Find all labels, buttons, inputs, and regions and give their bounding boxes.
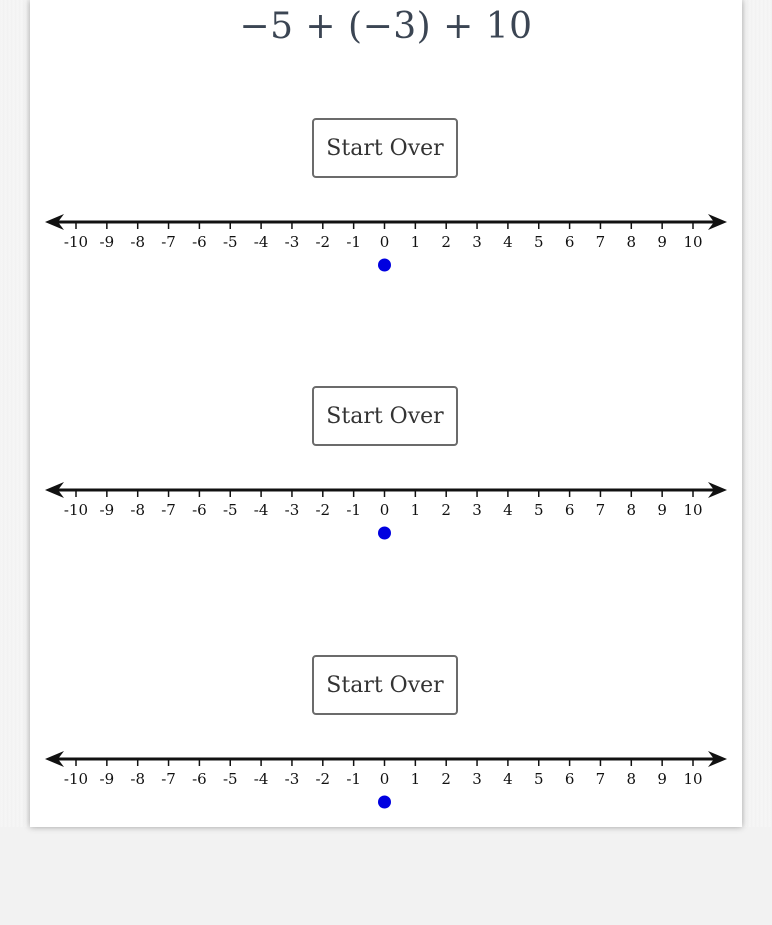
tick-label: -8 xyxy=(130,233,146,251)
tick-label: 10 xyxy=(683,233,703,251)
expression-title: −5 + (−3) + 10 xyxy=(239,6,533,47)
tick-label: -2 xyxy=(315,233,331,251)
tick-label: -2 xyxy=(315,501,331,519)
tick-label: -6 xyxy=(192,501,207,519)
number-line-section-2 xyxy=(30,386,742,656)
tick-label: 5 xyxy=(533,770,544,788)
tick-label: 9 xyxy=(657,233,667,251)
tick-label: 4 xyxy=(503,770,513,788)
tick-label: -5 xyxy=(222,770,238,788)
tick-label: -6 xyxy=(192,233,207,251)
tick-label: 10 xyxy=(683,770,703,788)
tick-label: -4 xyxy=(253,770,269,788)
number-line-section-1 xyxy=(30,118,742,388)
tick-label: -7 xyxy=(161,501,176,519)
tick-label: 6 xyxy=(564,233,575,251)
tick-label: 2 xyxy=(441,233,451,251)
tick-label: 6 xyxy=(564,501,575,519)
tick-label: 1 xyxy=(410,501,421,519)
draggable-point[interactable] xyxy=(378,259,391,272)
tick-label: -1 xyxy=(346,233,361,251)
tick-label: 0 xyxy=(379,501,390,519)
tick-label: 1 xyxy=(410,233,421,251)
tick-label: -5 xyxy=(222,233,238,251)
start-over-button[interactable]: Start Over xyxy=(312,118,458,178)
tick-label: -8 xyxy=(130,770,146,788)
tick-label: 8 xyxy=(626,233,637,251)
tick-label: 7 xyxy=(595,233,606,251)
tick-label: -6 xyxy=(192,770,207,788)
tick-label: 2 xyxy=(441,770,451,788)
tick-label: -8 xyxy=(130,501,146,519)
tick-label: 8 xyxy=(626,501,637,519)
tick-label: 4 xyxy=(503,233,513,251)
tick-label: -7 xyxy=(161,770,176,788)
number-line-section-3 xyxy=(30,655,742,925)
tick-label: -9 xyxy=(99,501,115,519)
tick-label: 0 xyxy=(379,770,390,788)
tick-label: 9 xyxy=(657,501,667,519)
tick-label: -10 xyxy=(63,233,89,251)
draggable-point[interactable] xyxy=(378,796,391,809)
number-line[interactable] xyxy=(30,200,742,270)
tick-label: 5 xyxy=(533,501,544,519)
tick-label: 0 xyxy=(379,233,390,251)
tick-label: -2 xyxy=(315,770,331,788)
tick-label: -7 xyxy=(161,233,176,251)
tick-label: -10 xyxy=(63,770,89,788)
tick-label: 9 xyxy=(657,770,667,788)
tick-label: -1 xyxy=(346,770,361,788)
tick-label: 3 xyxy=(472,770,482,788)
tick-label: -10 xyxy=(63,501,89,519)
tick-label: -3 xyxy=(284,233,300,251)
tick-label: -4 xyxy=(253,501,269,519)
tick-label: -3 xyxy=(284,770,300,788)
tick-label: 7 xyxy=(595,770,606,788)
worksheet xyxy=(30,0,742,827)
draggable-point[interactable] xyxy=(378,527,391,540)
tick-label: -3 xyxy=(284,501,300,519)
tick-label: 3 xyxy=(472,501,482,519)
tick-label: 4 xyxy=(503,501,513,519)
start-over-button[interactable]: Start Over xyxy=(312,386,458,446)
tick-label: 10 xyxy=(683,501,703,519)
tick-label: -5 xyxy=(222,501,238,519)
tick-label: -9 xyxy=(99,233,115,251)
tick-label: 3 xyxy=(472,233,482,251)
tick-label: 1 xyxy=(410,770,421,788)
tick-label: 8 xyxy=(626,770,637,788)
tick-label: 2 xyxy=(441,501,451,519)
tick-label: -4 xyxy=(253,233,269,251)
tick-label: 6 xyxy=(564,770,575,788)
tick-label: 7 xyxy=(595,501,606,519)
number-line[interactable] xyxy=(30,737,742,807)
tick-label: -1 xyxy=(346,501,361,519)
tick-label: 5 xyxy=(533,233,544,251)
tick-label: -9 xyxy=(99,770,115,788)
start-over-button[interactable]: Start Over xyxy=(312,655,458,715)
number-line[interactable] xyxy=(30,468,742,538)
